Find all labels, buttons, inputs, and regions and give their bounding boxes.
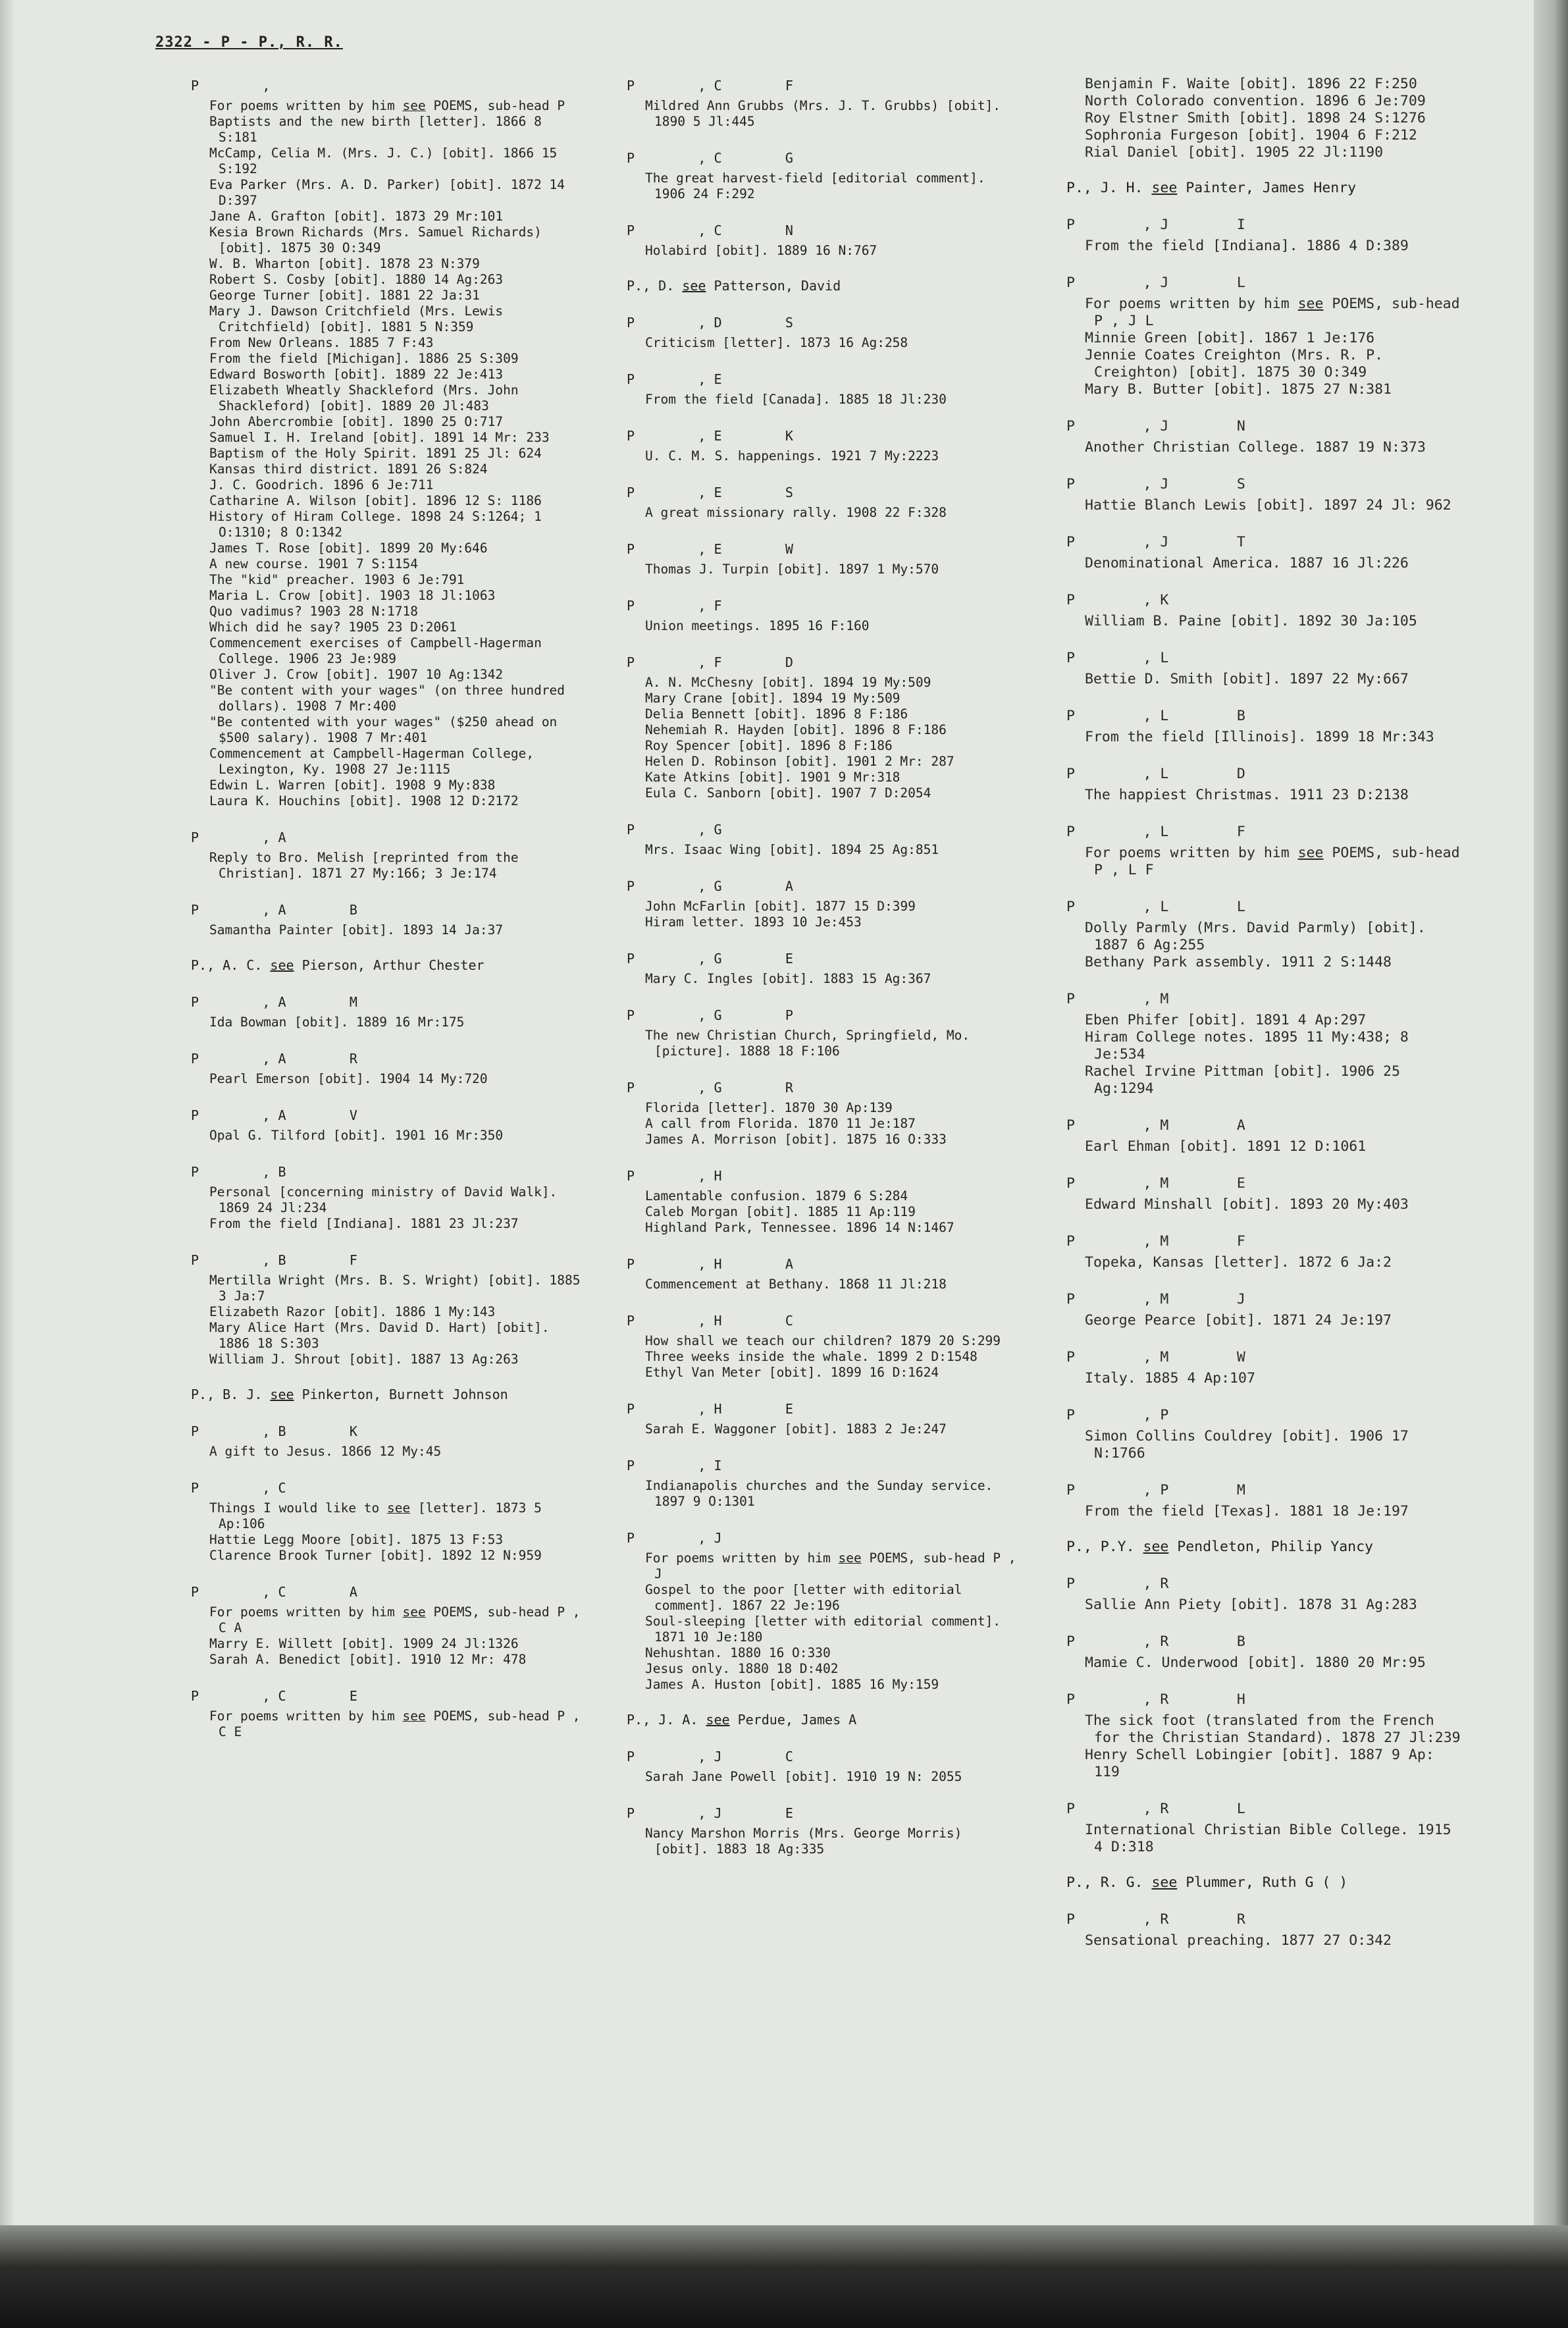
index-block [627,1078,1022,1148]
index-heading: P , C N [627,223,793,238]
see-reference-marker: see [402,1708,426,1724]
index-entry: From the field [Indiana]. 1881 23 Jl:237 [209,1216,519,1231]
index-entry: Elizabeth Razor [obit]. 1886 1 My:143 [209,1304,496,1319]
index-heading: P , L B [1066,708,1245,724]
index-entry: Minnie Green [obit]. 1867 1 Je:176 [1085,330,1375,346]
index-entry: How shall we teach our children? 1879 20 S:299 [645,1333,1001,1348]
index-heading: P , L D [1066,766,1245,782]
index-heading: P , H C [627,1313,793,1329]
index-entry: Sallie Ann Piety [obit]. 1878 31 Ag:283 [1085,1597,1417,1613]
index-block [191,1162,586,1232]
index-block [627,148,1022,202]
index-entry: Three weeks inside the whale. 1899 2 D:1548 [645,1349,978,1364]
see-reference-marker: see [1297,845,1324,861]
index-entry: "Be contented with your wages" ($250 ahead on $500 salary). 1908 7 Mr:401 [209,714,558,745]
index-entry: The great harvest-field [editorial comment]. 1906 24 F:292 [645,171,985,201]
index-entry: Oliver J. Crow [obit]. 1907 10 Ag:1342 [209,667,504,682]
index-entry: Hiram College notes. 1895 11 My:438; 8 Je:534 [1085,1029,1409,1063]
index-entry: William B. Paine [obit]. 1892 30 Ja:105 [1085,613,1417,629]
index-entry: Simon Collins Couldrey [obit]. 1906 17 N:1766 [1085,1428,1409,1462]
see-reference-marker: see [682,278,706,294]
index-block [191,1478,586,1564]
index-block [627,76,1022,130]
index-heading: P , R B [1066,1633,1245,1650]
index-entry: Quo vadimus? 1903 28 N:1718 [209,604,418,619]
cross-reference: P., A. C. see Pierson, Arthur Chester [191,957,484,973]
index-entry: Eva Parker (Mrs. A. D. Parker) [obit]. 1872 14 D:397 [209,177,565,208]
index-entry: Which did he say? 1905 23 D:2061 [209,620,457,635]
index-block [1066,1574,1461,1614]
index-entry: Rachel Irvine Pittman [obit]. 1906 25 Ag:1294 [1085,1063,1400,1097]
index-entry: From the field [Indiana]. 1886 4 D:389 [1085,238,1409,254]
cross-reference: P., P.Y. see Pendleton, Philip Yancy [1066,1539,1374,1555]
index-entry: Hiram letter. 1893 10 Je:453 [645,914,862,930]
see-reference-marker: see [1297,296,1324,312]
index-heading: P , L L [1066,899,1245,915]
cross-reference: P., J. H. see Painter, James Henry [1066,180,1357,196]
index-block [627,1254,1022,1292]
index-block [1066,1406,1461,1462]
index-block [627,539,1022,577]
index-heading: P , H A [627,1256,793,1272]
index-block [1066,1232,1461,1271]
index-entry: William J. Shrout [obit]. 1887 13 Ag:263 [209,1352,519,1367]
index-block [191,900,586,938]
index-heading: P , H [627,1168,722,1184]
index-entry: Personal [concerning ministry of David Walk]. 1869 24 Jl:234 [209,1184,558,1215]
index-entry: For poems written by him see POEMS, sub-head P , L F [1085,845,1460,878]
index-entry: Mertilla Wright (Mrs. B. S. Wright) [obit]. 1885 3 Ja:7 [209,1273,581,1304]
see-reference-marker: see [402,1604,426,1620]
index-block [627,820,1022,858]
index-entry: Mrs. Isaac Wing [obit]. 1894 25 Ag:851 [645,842,939,857]
see-reference-marker: see [270,1387,294,1402]
index-column-3 [1066,76,1461,1968]
index-entry: A new course. 1901 7 S:1154 [209,556,418,571]
see-reference-marker: see [706,1712,730,1728]
index-heading: P , F [627,598,722,614]
index-entry: History of Hiram College. 1898 24 S:1264; 1 O:1310; 8 O:1342 [209,509,542,540]
index-entry: Things I would like to see [letter]. 1873 5 Ap:106 [209,1500,542,1531]
index-block [627,876,1022,930]
index-heading: P , A R [191,1051,357,1067]
index-heading: P , H E [627,1401,793,1417]
cross-reference: P., R. G. see Plummer, Ruth G ( ) [1066,1874,1348,1891]
index-heading: P , A M [191,994,357,1010]
index-entry: Pearl Emerson [obit]. 1904 14 My:720 [209,1071,488,1086]
see-reference-marker: see [1143,1539,1169,1555]
index-entry: U. C. M. S. happenings. 1921 7 My:2223 [645,448,939,463]
index-heading: P , K [1066,592,1169,608]
index-heading: P , C F [627,78,793,93]
index-entry: Baptism of the Holy Spirit. 1891 25 Jl: 624 [209,446,542,461]
index-entry: North Colorado convention. 1896 6 Je:709 [1085,93,1426,109]
index-block [1066,533,1461,572]
index-entry: Holabird [obit]. 1889 16 N:767 [645,243,877,258]
index-heading: P , G [627,822,722,837]
index-heading: P , E S [627,485,793,500]
index-entry: Jesus only. 1880 18 D:402 [645,1661,839,1676]
index-entry: Robert S. Cosby [obit]. 1880 14 Ag:263 [209,272,504,287]
index-entry: International Christian Bible College. 1915 4 D:318 [1085,1822,1451,1855]
index-entry: A call from Florida. 1870 11 Je:187 [645,1116,916,1131]
see-reference-marker: see [402,98,426,113]
index-block [1066,1174,1461,1213]
index-column-1 [191,76,586,1759]
index-block [1066,1910,1461,1949]
index-entry: A great missionary rally. 1908 22 F:328 [645,505,947,520]
index-block [1066,1799,1461,1856]
index-entry: The sick foot (translated from the French for the Christian Standard). 1878 27 Jl:239 [1085,1712,1461,1746]
index-entry: For poems written by him see POEMS, sub-head P , J [645,1550,1016,1581]
index-block [1066,475,1461,514]
index-block [1066,897,1461,971]
index-entry: Maria L. Crow [obit]. 1903 18 Jl:1063 [209,588,496,603]
index-entry: From the field [Michigan]. 1886 25 S:309 [209,351,519,366]
index-heading: P , A B [191,902,357,918]
index-entry: Topeka, Kansas [letter]. 1872 6 Ja:2 [1085,1254,1392,1271]
index-entry: The "kid" preacher. 1903 6 Je:791 [209,572,465,587]
index-heading: P , [191,78,271,93]
index-entry: James A. Huston [obit]. 1885 16 My:159 [645,1677,939,1692]
index-heading: P , M [1066,991,1169,1007]
index-heading: P , E W [627,541,793,557]
index-entry: Mary B. Butter [obit]. 1875 27 N:381 [1085,381,1392,398]
index-heading: P , P [1066,1407,1169,1423]
index-entry: Union meetings. 1895 16 F:160 [645,618,870,633]
index-block [627,426,1022,464]
index-block [627,1311,1022,1381]
index-entry: Marry E. Willett [obit]. 1909 24 Jl:1326 [209,1636,519,1651]
index-entry: From the field [Canada]. 1885 18 Jl:230 [645,392,947,407]
index-entry: Gospel to the poor [letter with editorial comment]. 1867 22 Je:196 [645,1582,962,1613]
index-entry: Another Christian College. 1887 19 N:373 [1085,439,1426,456]
index-entry: Mildred Ann Grubbs (Mrs. J. T. Grubbs) [obit]. 1890 5 Jl:445 [645,98,1001,129]
index-heading: P , R R [1066,1911,1245,1928]
index-entry: Clarence Brook Turner [obit]. 1892 12 N:959 [209,1548,542,1563]
index-heading: P , G R [627,1080,793,1096]
index-entry: Henry Schell Lobingier [obit]. 1887 9 Ap: 119 [1085,1747,1434,1780]
cross-reference: P., J. A. see Perdue, James A [627,1712,857,1728]
index-entry: Sarah Jane Powell [obit]. 1910 19 N: 2055 [645,1769,962,1784]
index-entry: Opal G. Tilford [obit]. 1901 16 Mr:350 [209,1128,504,1143]
index-heading: P , J L [1066,275,1245,291]
index-block [191,828,586,882]
index-entry: Benjamin F. Waite [obit]. 1896 22 F:250 [1085,76,1417,92]
index-heading: P , R [1066,1575,1169,1592]
index-entry: Thomas J. Turpin [obit]. 1897 1 My:570 [645,562,939,577]
index-block [1066,1632,1461,1672]
index-entry: Soul-sleeping [letter with editorial comment]. 1871 10 Je:180 [645,1614,1001,1645]
index-heading: P , M F [1066,1233,1245,1250]
index-entry: Laura K. Houchins [obit]. 1908 12 D:2172 [209,793,519,808]
index-heading: P , R L [1066,1801,1245,1817]
index-heading: P , J T [1066,534,1245,550]
index-entry: Hattie Blanch Lewis [obit]. 1897 24 Jl: 962 [1085,497,1451,514]
cross-reference: P., D. see Patterson, David [627,278,841,294]
index-block [1066,76,1461,161]
index-heading: P , M A [1066,1117,1245,1134]
index-block [191,992,586,1030]
index-entry: Mary C. Ingles [obit]. 1883 15 Ag:367 [645,971,931,986]
index-block [627,652,1022,801]
index-block [191,1250,586,1367]
index-entry: Sarah E. Waggoner [obit]. 1883 2 Je:247 [645,1421,947,1437]
index-entry: Dolly Parmly (Mrs. David Parmly) [obit]. 1887 6 Ag:255 [1085,920,1426,953]
index-block [627,1166,1022,1236]
index-entry: Italy. 1885 4 Ap:107 [1085,1370,1255,1387]
index-block [1066,273,1461,398]
index-entry: Hattie Legg Moore [obit]. 1875 13 F:53 [209,1532,504,1547]
index-entry: Edwin L. Warren [obit]. 1908 9 My:838 [209,778,496,793]
index-entry: Kate Atkins [obit]. 1901 9 Mr:318 [645,770,901,785]
index-entry: Highland Park, Tennessee. 1896 14 N:1467 [645,1220,954,1235]
index-entry: Samuel I. H. Ireland [obit]. 1891 14 Mr: 233 [209,430,550,445]
index-entry: Jane A. Grafton [obit]. 1873 29 Mr:101 [209,209,504,224]
index-entry: Baptists and the new birth [letter]. 1866 8 S:181 [209,114,542,145]
index-heading: P , B F [191,1252,357,1268]
see-reference-marker: see [838,1550,862,1566]
index-entry: Mary Crane [obit]. 1894 19 My:509 [645,691,901,706]
index-heading: P , J E [627,1805,793,1821]
index-block [191,76,586,809]
index-entry: George Pearce [obit]. 1871 24 Je:197 [1085,1312,1392,1329]
index-entry: Commencement at Bethany. 1868 11 Jl:218 [645,1277,947,1292]
index-entry: Sophronia Furgeson [obit]. 1904 6 F:212 [1085,127,1417,144]
index-entry: Roy Spencer [obit]. 1896 8 F:186 [645,738,893,753]
index-entry: A gift to Jesus. 1866 12 My:45 [209,1444,442,1459]
index-entry: A. N. McChesny [obit]. 1894 19 My:509 [645,675,931,690]
index-block [1066,764,1461,804]
index-entry: Mary J. Dawson Critchfield (Mrs. Lewis Critchfield) [obit]. 1881 5 N:359 [209,304,504,334]
index-heading: P , B [191,1164,286,1180]
index-block [627,313,1022,351]
book-binding [1534,0,1568,2328]
index-block [627,596,1022,634]
index-entry: Elizabeth Wheatly Shackleford (Mrs. John Shackleford) [obit]. 1889 20 Jl:483 [209,383,519,413]
index-block [1066,591,1461,630]
index-entry: Ida Bowman [obit]. 1889 16 Mr:175 [209,1015,465,1030]
index-block [191,1686,586,1740]
index-heading: P , M J [1066,1291,1245,1308]
index-column-2 [627,76,1022,1876]
index-entry: Edward Minshall [obit]. 1893 20 My:403 [1085,1196,1409,1213]
index-heading: P , L F [1066,824,1245,840]
see-reference-marker: see [387,1500,411,1516]
index-entry: Roy Elstner Smith [obit]. 1898 24 S:1276 [1085,110,1426,126]
index-entry: Mary Alice Hart (Mrs. David D. Hart) [obit]. 1886 18 S:303 [209,1320,550,1351]
index-heading: P , B K [191,1423,357,1439]
index-heading: P , M W [1066,1349,1245,1365]
index-entry: John McFarlin [obit]. 1877 15 D:399 [645,899,916,914]
index-entry: From the field [Texas]. 1881 18 Je:197 [1085,1503,1409,1520]
index-entry: Catharine A. Wilson [obit]. 1896 12 S: 1186 [209,493,542,508]
index-entry: Earl Ehman [obit]. 1891 12 D:1061 [1085,1138,1367,1155]
see-reference-marker: see [270,957,294,973]
index-block [627,1005,1022,1059]
index-heading: P , A V [191,1107,357,1123]
index-entry: Rial Daniel [obit]. 1905 22 Jl:1190 [1085,144,1384,161]
index-entry: James T. Rose [obit]. 1899 20 My:646 [209,541,488,556]
index-entry: Caleb Morgan [obit]. 1885 11 Ap:119 [645,1204,916,1219]
index-heading: P , L [1066,650,1169,666]
index-heading: P , M E [1066,1175,1245,1192]
cross-reference: P., B. J. see Pinkerton, Burnett Johnson [191,1387,508,1402]
page-header: 2322 - P - P., R. R. [155,34,343,51]
index-block [1066,648,1461,688]
index-block [627,1803,1022,1857]
index-heading: P , E [627,371,722,387]
index-block [1066,215,1461,255]
index-entry: From the field [Illinois]. 1899 18 Mr:343 [1085,729,1434,745]
index-heading: P , P M [1066,1482,1245,1498]
index-entry: From New Orleans. 1885 7 F:43 [209,335,434,350]
index-entry: John Abercrombie [obit]. 1890 25 O:717 [209,414,504,429]
index-block [1066,822,1461,879]
index-entry: The happiest Christmas. 1911 23 D:2138 [1085,787,1409,803]
index-entry: J. C. Goodrich. 1896 6 Je:711 [209,477,434,492]
index-block [627,1528,1022,1693]
index-entry: Commencement exercises of Campbell-Hagerman College. 1906 23 Je:989 [209,635,542,666]
index-block [191,1421,586,1460]
index-entry: Criticism [letter]. 1873 16 Ag:258 [645,335,908,350]
index-heading: P , I [627,1458,722,1473]
index-entry: Helen D. Robinson [obit]. 1901 2 Mr: 287 [645,754,954,769]
see-reference-marker: see [1151,180,1178,196]
index-block [627,221,1022,259]
index-heading: P , J I [1066,217,1245,233]
index-entry: James A. Morrison [obit]. 1875 16 O:333 [645,1132,947,1147]
index-entry: W. B. Wharton [obit]. 1878 23 N:379 [209,256,480,271]
index-heading: P , G P [627,1007,793,1023]
index-entry: Eula C. Sanborn [obit]. 1907 7 D:2054 [645,785,931,801]
index-block [1066,417,1461,456]
index-entry: Lamentable confusion. 1879 6 S:284 [645,1188,908,1204]
index-entry: Denominational America. 1887 16 Jl:226 [1085,555,1409,571]
index-heading: P , C E [191,1688,357,1704]
index-entry: George Turner [obit]. 1881 22 Ja:31 [209,288,480,303]
see-reference-marker: see [1151,1874,1178,1891]
index-block [191,1049,586,1087]
index-heading: P , J [627,1530,722,1546]
index-entry: Delia Bennett [obit]. 1896 8 F:186 [645,706,908,722]
index-block [1066,990,1461,1098]
index-block [1066,1290,1461,1329]
index-entry: McCamp, Celia M. (Mrs. J. C.) [obit]. 1866 15 S:192 [209,146,558,176]
index-block [627,1747,1022,1785]
index-heading: P , J S [1066,476,1245,492]
index-heading: P , J C [627,1749,793,1764]
index-block [627,1399,1022,1437]
index-entry: Ethyl Van Meter [obit]. 1899 16 D:1624 [645,1365,939,1380]
index-entry: For poems written by him see POEMS, sub-head P , C E [209,1708,581,1739]
index-heading: P , E K [627,428,793,444]
index-block [627,369,1022,408]
index-heading: P , C G [627,150,793,166]
index-entry: For poems written by him see POEMS, sub-head P , J L [1085,296,1460,329]
index-entry: Bettie D. Smith [obit]. 1897 22 My:667 [1085,671,1409,687]
index-entry: Samantha Painter [obit]. 1893 14 Ja:37 [209,922,504,938]
index-entry: For poems written by him see POEMS, sub-head P , C A [209,1604,581,1635]
index-entry: Kansas third district. 1891 26 S:824 [209,462,488,477]
index-entry: Mamie C. Underwood [obit]. 1880 20 Mr:95 [1085,1654,1426,1671]
index-entry: Bethany Park assembly. 1911 2 S:1448 [1085,954,1392,970]
index-heading: P , R H [1066,1691,1245,1708]
page-left-edge [0,0,14,2225]
index-entry: Sarah A. Benedict [obit]. 1910 12 Mr: 478 [209,1652,527,1667]
index-block [1066,1481,1461,1520]
index-block [627,1456,1022,1510]
index-entry: Eben Phifer [obit]. 1891 4 Ap:297 [1085,1012,1367,1028]
index-entry: Nehemiah R. Hayden [obit]. 1896 8 F:186 [645,722,947,737]
index-entry: Nancy Marshon Morris (Mrs. George Morris) [obit]. 1883 18 Ag:335 [645,1826,962,1857]
index-entry: Commencement at Campbell-Hagerman College, Lexington, Ky. 1908 27 Je:1115 [209,746,535,777]
index-heading: P , A [191,830,286,845]
index-block [1066,1690,1461,1781]
index-entry: The new Christian Church, Springfield, Mo. [picture]. 1888 18 F:106 [645,1028,970,1059]
index-block [627,949,1022,987]
index-block [1066,1116,1461,1155]
index-heading: P , G A [627,878,793,894]
index-block [1066,1348,1461,1387]
index-block [627,483,1022,521]
index-heading: P , G E [627,951,793,966]
index-entry: Indianapolis churches and the Sunday service. 1897 9 O:1301 [645,1478,993,1509]
index-entry: "Be content with your wages" (on three hundred dollars). 1908 7 Mr:400 [209,683,565,714]
index-block [191,1105,586,1144]
index-heading: P , C [191,1480,286,1496]
bottom-shadow [0,2225,1568,2328]
index-entry: Jennie Coates Creighton (Mrs. R. P. Creighton) [obit]. 1875 30 O:349 [1085,347,1384,381]
index-heading: P , J N [1066,418,1245,435]
index-entry: Reply to Bro. Melish [reprinted from the Christian]. 1871 27 My:166; 3 Je:174 [209,850,519,881]
index-block [191,1582,586,1668]
index-heading: P , C A [191,1584,357,1600]
index-entry: Nehushtan. 1880 16 O:330 [645,1645,831,1660]
index-block [1066,706,1461,746]
index-entry: Sensational preaching. 1877 27 O:342 [1085,1932,1392,1949]
index-entry: Florida [letter]. 1870 30 Ap:139 [645,1100,893,1115]
index-entry: Edward Bosworth [obit]. 1889 22 Je:413 [209,367,504,382]
index-entry: For poems written by him see POEMS, sub-head P [209,98,565,113]
index-heading: P , F D [627,654,793,670]
index-entry: Kesia Brown Richards (Mrs. Samuel Richards) [obit]. 1875 30 O:349 [209,225,542,255]
index-heading: P , D S [627,315,793,331]
